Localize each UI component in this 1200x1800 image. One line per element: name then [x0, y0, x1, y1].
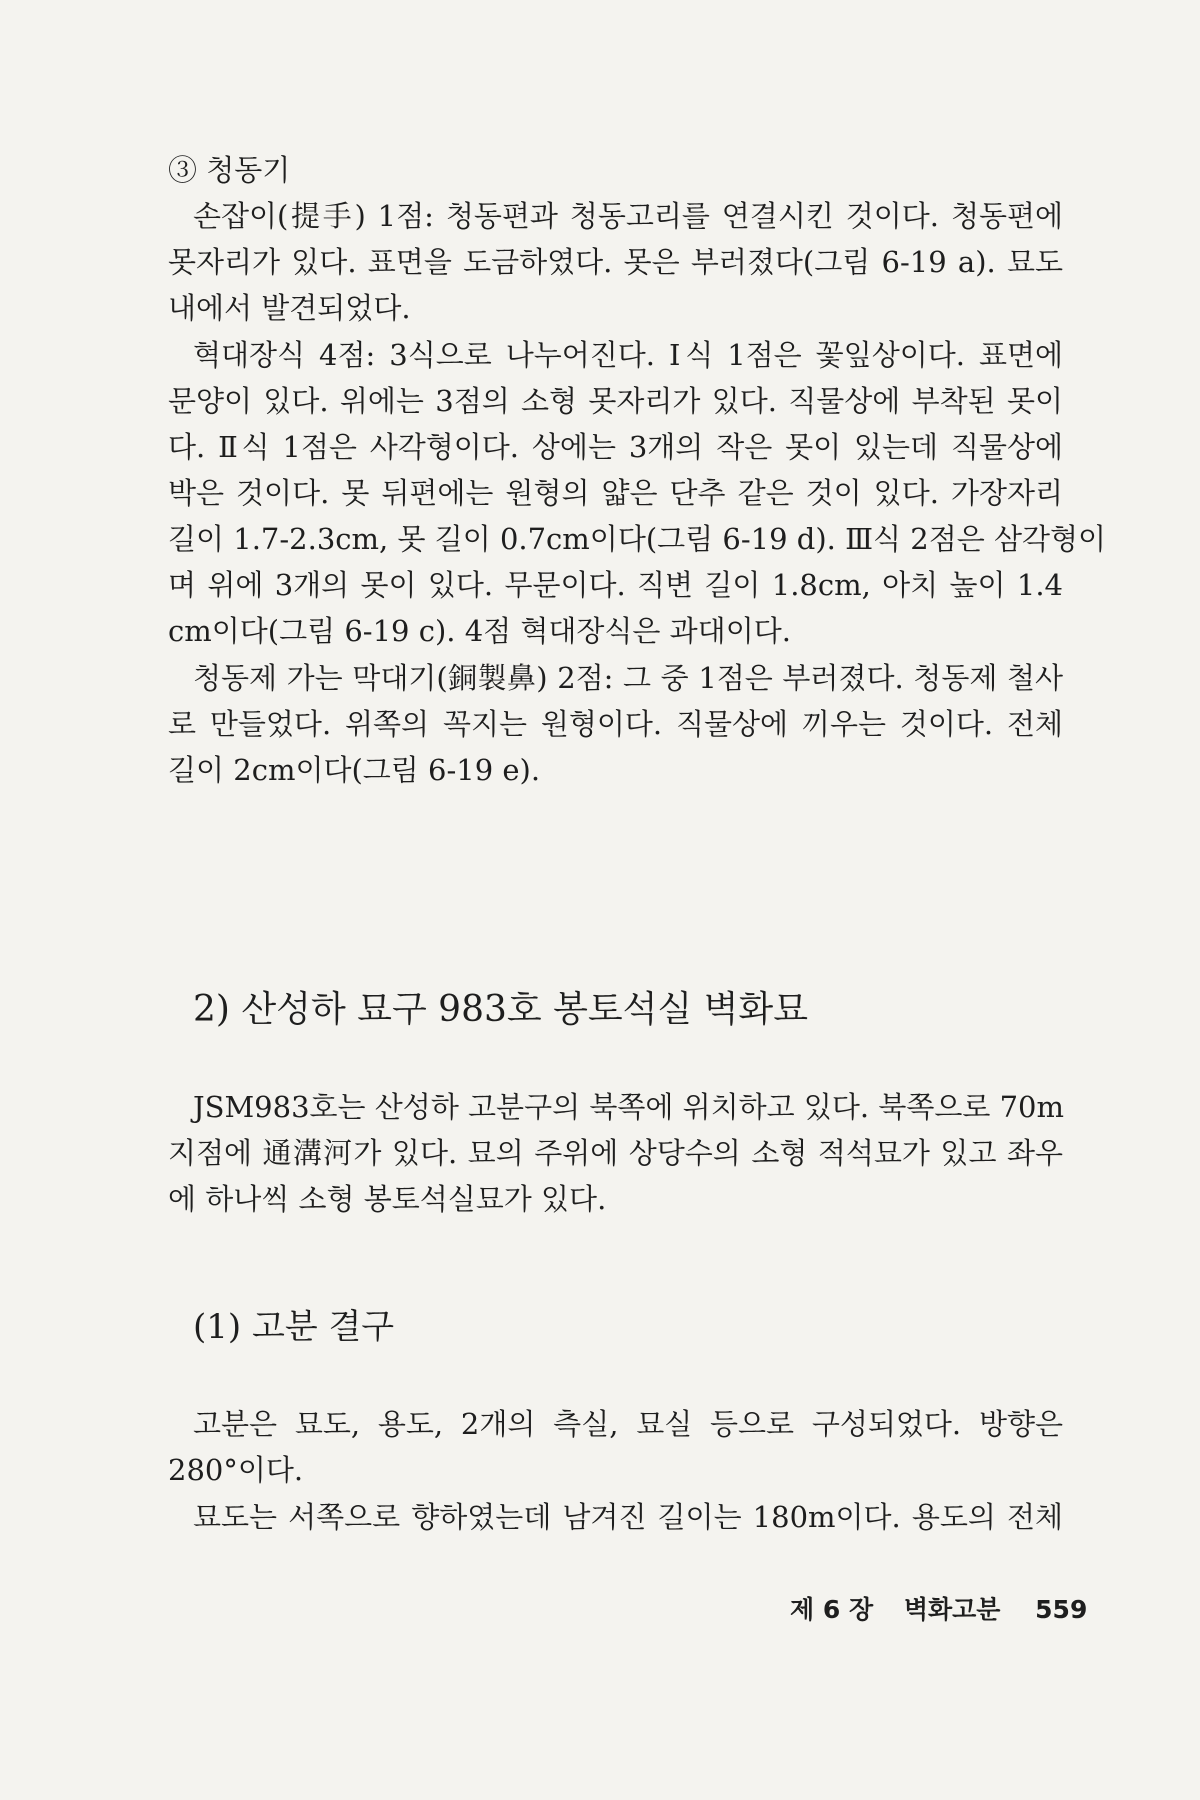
text-line: 다. Ⅱ식 1점은 사각형이다. 상에는 3개의 작은 못이 있는데 직물상에 — [168, 430, 1063, 464]
text-line: 손잡이(提手) 1점: 청동편과 청동고리를 연결시킨 것이다. 청동편에 — [193, 199, 1063, 233]
text-line: 280°이다. — [168, 1453, 304, 1487]
text-line: 혁대장식 4점: 3식으로 나누어진다. Ⅰ식 1점은 꽃잎상이다. 표면에 — [193, 338, 1063, 372]
text-line: 지점에 通溝河가 있다. 묘의 주위에 상당수의 소형 적석묘가 있고 좌우 — [168, 1136, 1063, 1170]
page-footer — [790, 1592, 1087, 1628]
text-line: 박은 것이다. 못 뒤편에는 원형의 얇은 단추 같은 것이 있다. 가장자리 — [168, 476, 1063, 510]
footer-chapter: 제 6 장 — [790, 1595, 874, 1624]
text-line: cm이다(그림 6-19 c). 4점 혁대장식은 과대이다. — [168, 614, 791, 648]
text-line: 로 만들었다. 위쪽의 꼭지는 원형이다. 직물상에 끼우는 것이다. 전체 — [168, 707, 1063, 741]
text-line: JSM983호는 산성하 고분구의 북쪽에 위치하고 있다. 북쪽으로 70m — [193, 1090, 1064, 1124]
text-line: 에 하나씩 소형 봉토석실묘가 있다. — [168, 1182, 607, 1216]
text-line: 내에서 발견되었다. — [168, 291, 411, 325]
page-number: 559 — [1035, 1595, 1088, 1624]
section-heading: 2) 산성하 묘구 983호 봉토석실 벽화묘 — [193, 989, 808, 1030]
subsection-marker: ③ 청동기 — [168, 153, 291, 187]
text-line: 문양이 있다. 위에는 3점의 소형 못자리가 있다. 직물상에 부착된 못이 — [168, 384, 1063, 418]
text-line: 묘도는 서쪽으로 향하였는데 남겨진 길이는 180m이다. 용도의 전체 — [193, 1500, 1063, 1534]
text-line: 못자리가 있다. 표면을 도금하였다. 못은 부러졌다(그림 6-19 a). 묘도 — [168, 245, 1063, 279]
text-line: 길이 2cm이다(그림 6-19 e). — [168, 753, 541, 787]
subsection-heading: (1) 고분 결구 — [193, 1307, 395, 1347]
text-line: 며 위에 3개의 못이 있다. 무문이다. 직변 길이 1.8cm, 아치 높이 1.4 — [168, 568, 1063, 602]
footer-section-title: 벽화고분 — [903, 1595, 1001, 1624]
text-line: 고분은 묘도, 용도, 2개의 측실, 묘실 등으로 구성되었다. 방향은 — [193, 1407, 1063, 1441]
text-line: 청동제 가는 막대기(銅製鼻) 2점: 그 중 1점은 부러졌다. 청동제 철사 — [193, 661, 1063, 695]
text-line: 길이 1.7-2.3cm, 못 길이 0.7cm이다(그림 6-19 d). Ⅲ식 2점은 삼각형이 — [168, 522, 1107, 556]
